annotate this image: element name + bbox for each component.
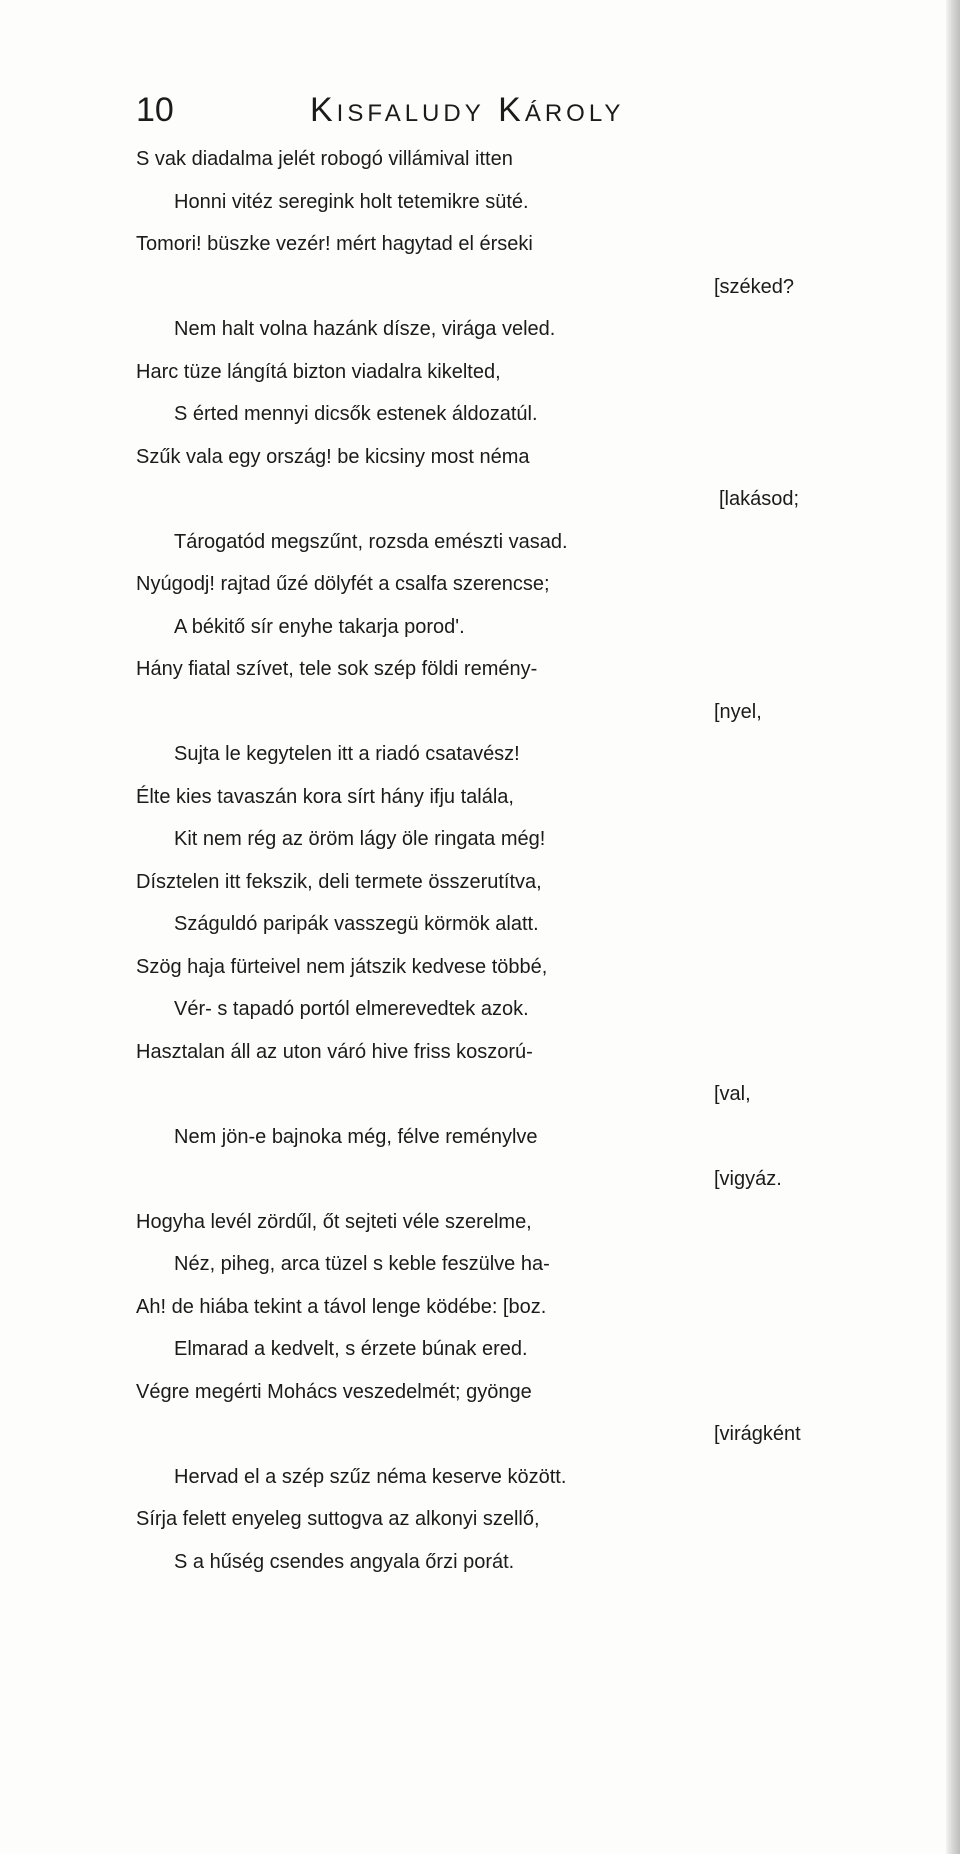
poem-line-1: S vak diadalma jelét robogó villámival itten [136, 148, 513, 170]
poem-line-27: Sírja felett enyeleg suttogva az alkonyi szellő, [136, 1508, 540, 1530]
poem-body [0, 138, 960, 1583]
poem-line-7-continuation: [lakásod; [719, 488, 800, 510]
poem-line-5: Harc tüze lángítá bizton viadalra kikelted, [136, 360, 501, 383]
poem-line-22: Néz, piheg, arca tüzel s keble feszülve ha- [174, 1253, 550, 1275]
poem-line-23: Ah! de hiába tekint a távol lenge ködébe: [boz. [136, 1295, 547, 1318]
poem-line-2: Honni vitéz seregink holt tetemikre süté. [174, 190, 529, 213]
poem-line-4: Nem halt volna hazánk dísze, virága veled. [174, 318, 556, 340]
poem-line-18: Vér- s tapadó portól elmerevedtek azok. [174, 998, 529, 1020]
poem-line-13: Élte kies tavaszán kora sírt hány ifju talála, [136, 785, 514, 808]
poem-line-10: A békitő sír enyhe takarja porod'. [174, 615, 465, 638]
poem-line-20: Nem jön-e bajnoka még, félve reménylve [174, 1125, 538, 1148]
poem-line-6: S érted mennyi dicsők estenek áldozatúl. [174, 403, 538, 425]
running-title: Kisfaludy Károly [310, 91, 625, 129]
poem-line-8: Tárogatód megszűnt, rozsda emészti vasad. [174, 530, 568, 553]
poem-line-26: Hervad el a szép szűz néma keserve között. [174, 1465, 567, 1488]
page-number: 10 [136, 91, 174, 129]
poem-line-16: Száguldó paripák vasszegü körmök alatt. [174, 913, 539, 935]
poem-line-11-continuation: [nyel, [714, 700, 762, 723]
poem-line-9: Nyúgodj! rajtad űzé dölyfét a csalfa szerencse; [136, 573, 550, 595]
page-header [136, 84, 876, 136]
poem-line-15: Dísztelen itt fekszik, deli termete összerutítva, [136, 870, 542, 893]
poem-line-14: Kit nem rég az öröm lágy öle ringata még! [174, 828, 546, 850]
poem-line-11: Hány fiatal szívet, tele sok szép földi remény- [136, 658, 538, 680]
poem-line-21: Hogyha levél zördűl, őt sejteti véle szerelme, [136, 1210, 532, 1233]
poem-line-12: Sujta le kegytelen itt a riadó csatavész! [174, 743, 520, 765]
poem-line-3-continuation: [széked? [714, 275, 795, 298]
poem-line-24: Elmarad a kedvelt, s érzete búnak ered. [174, 1338, 528, 1360]
poem-line-19-continuation: [val, [714, 1083, 751, 1105]
poem-line-17: Szög haja fürteivel nem játszik kedvese többé, [136, 955, 548, 978]
poem-line-28: S a hűség csendes angyala őrzi porát. [174, 1550, 515, 1573]
poem-line-25-continuation: [virágként [714, 1423, 801, 1445]
poem-line-20-continuation: [vigyáz. [714, 1168, 782, 1190]
poem-line-7: Szűk vala egy ország! be kicsiny most néma [136, 445, 530, 468]
poem-line-25: Végre megérti Mohács veszedelmét; gyönge [136, 1380, 532, 1403]
poem-line-19: Hasztalan áll az uton váró hive friss koszorú- [136, 1040, 533, 1063]
poem-line-3: Tomori! büszke vezér! mért hagytad el érseki [136, 233, 533, 255]
